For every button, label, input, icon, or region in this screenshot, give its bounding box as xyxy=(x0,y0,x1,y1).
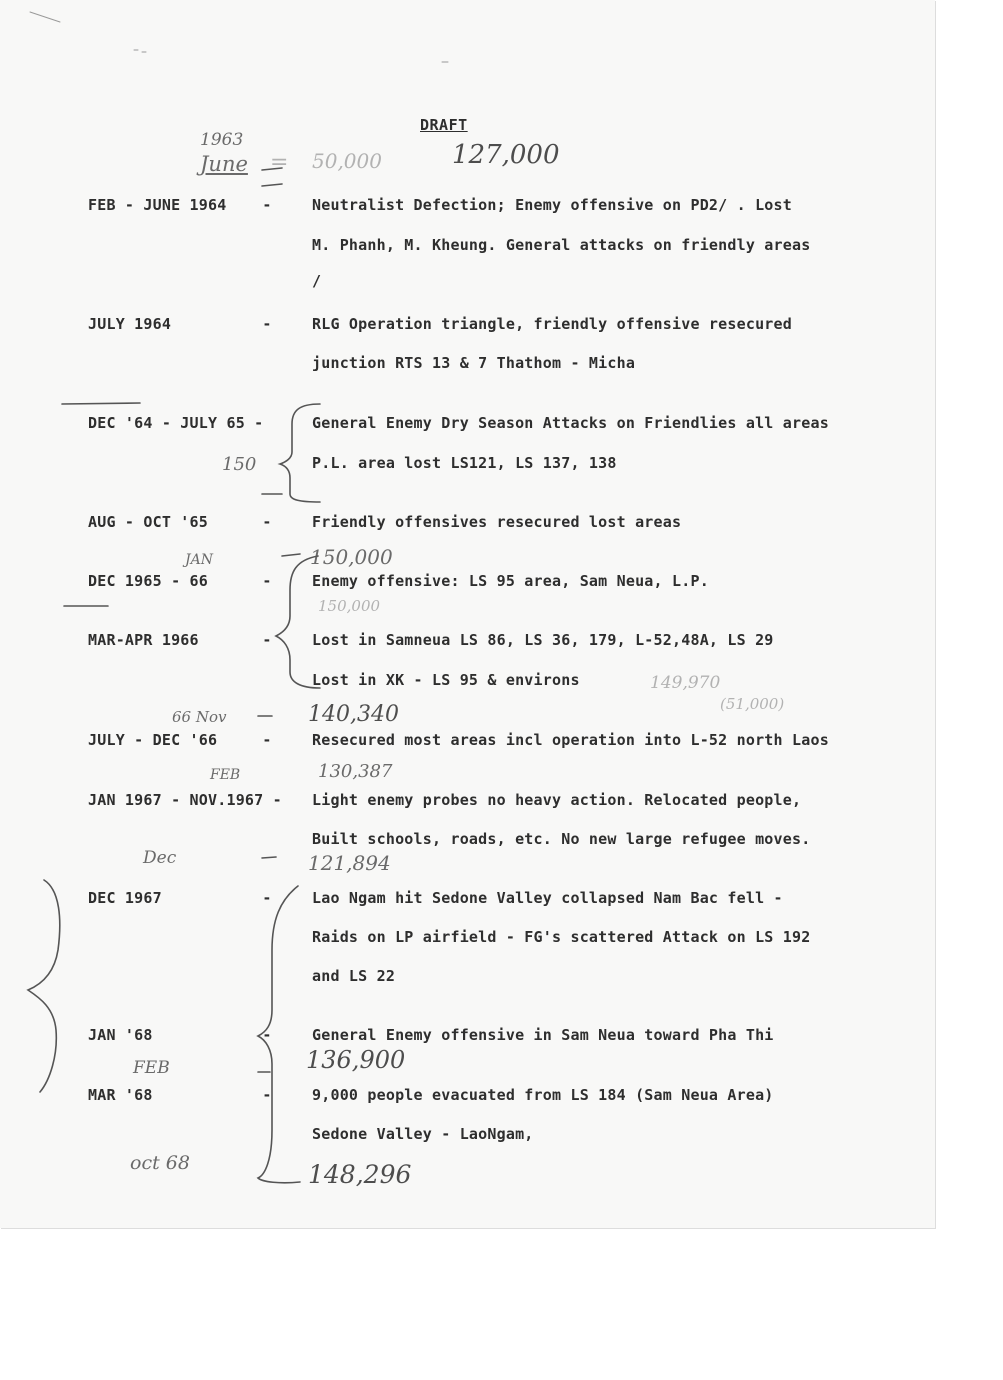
entry-dash: - xyxy=(262,889,272,907)
handwritten-month: JAN xyxy=(185,552,213,568)
entry-line: General Enemy offensive in Sam Neua toward Pha Thi xyxy=(312,1026,774,1044)
handwritten-dash: = xyxy=(270,150,289,175)
entry-line: Lao Ngam hit Sedone Valley collapsed Nam Bac fell - xyxy=(312,889,783,907)
entry-line: Friendly offensives resecured lost areas xyxy=(312,513,682,531)
entry-line: Raids on LP airfield - FG's scattered Attack on LS 192 xyxy=(312,928,811,946)
entry-date: JAN '68 xyxy=(88,1026,153,1044)
pencil-rule xyxy=(62,403,140,404)
entry-dash: - xyxy=(262,513,272,531)
handwritten-faint-number: 149,970 xyxy=(650,673,721,693)
entry-line: Sedone Valley - LaoNgam, xyxy=(312,1125,534,1143)
handwritten-month: oct 68 xyxy=(130,1152,190,1174)
handwritten-month: FEB xyxy=(133,1058,170,1078)
entry-line: M. Phanh, M. Kheung. General attacks on friendly areas xyxy=(312,236,811,254)
handwritten-number: 150 xyxy=(222,454,257,475)
entry-dash: - xyxy=(262,1086,272,1104)
handwritten-number: 140,340 xyxy=(308,702,399,727)
entry-dash: - xyxy=(262,572,272,590)
entry-line: Neutralist Defection; Enemy offensive on PD2/ . Lost xyxy=(312,196,792,214)
handwritten-month: FEB xyxy=(210,767,241,783)
entry-date: JULY 1964 xyxy=(88,315,172,333)
scan-speck xyxy=(30,12,60,22)
handwritten-faint-number: (51,000) xyxy=(720,695,785,713)
handwritten-crossed-number: 50,000 xyxy=(312,149,382,173)
handwritten-month: June xyxy=(200,152,248,176)
entry-line: RLG Operation triangle, friendly offensive resecured xyxy=(312,315,792,333)
handwritten-number: 121,894 xyxy=(308,851,391,875)
handwritten-number: 130,387 xyxy=(318,761,393,782)
entry-date: MAR-APR 1966 xyxy=(88,631,199,649)
handwritten-number: 148,296 xyxy=(308,1160,412,1189)
entry-line: Light enemy probes no heavy action. Relocated people, xyxy=(312,791,802,809)
bracket-mark xyxy=(28,880,60,1092)
entry-line: Lost in XK - LS 95 & environs xyxy=(312,671,580,689)
entry-line: junction RTS 13 & 7 Thathom - Micha xyxy=(312,354,636,372)
bracket-mark xyxy=(280,404,320,502)
pencil-dash xyxy=(262,168,282,170)
entry-line: 9,000 people evacuated from LS 184 (Sam Neua Area) xyxy=(312,1086,774,1104)
entry-date: AUG - OCT '65 xyxy=(88,513,208,531)
entry-line: Lost in Samneua LS 86, LS 36, 179, L-52,48A, LS 29 xyxy=(312,631,774,649)
handwritten-month: Dec xyxy=(143,848,177,868)
document-title: DRAFT xyxy=(420,116,468,134)
entry-dash: - xyxy=(262,196,272,214)
entry-date: MAR '68 xyxy=(88,1086,153,1104)
entry-date: DEC 1967 xyxy=(88,889,162,907)
entry-dash: - xyxy=(262,631,272,649)
handwritten-number: 136,900 xyxy=(306,1046,406,1074)
bracket-mark xyxy=(258,886,300,1183)
entry-line: Enemy offensive: LS 95 area, Sam Neua, L.P. xyxy=(312,572,709,590)
entry-dash: - xyxy=(262,315,272,333)
handwritten-total: 127,000 xyxy=(452,140,560,170)
handwritten-year: 1963 xyxy=(200,130,244,150)
entry-dash: - xyxy=(262,731,272,749)
entry-line: Built schools, roads, etc. No new large refugee moves. xyxy=(312,830,811,848)
entry-date: DEC 1965 - 66 xyxy=(88,572,208,590)
pencil-dash xyxy=(282,554,300,556)
handwritten-month: 66 Nov xyxy=(172,708,227,726)
entry-dash: - xyxy=(262,1026,272,1044)
entry-line: / xyxy=(312,272,322,290)
pencil-dash xyxy=(262,857,276,858)
entry-date: JAN 1967 - NOV.1967 - xyxy=(88,791,282,809)
entry-date: JULY - DEC '66 xyxy=(88,731,218,749)
handwritten-number: 150,000 xyxy=(310,545,393,569)
entry-line: P.L. area lost LS121, LS 137, 138 xyxy=(312,454,617,472)
pencil-dash xyxy=(262,184,282,186)
entry-date: DEC '64 - JULY 65 - xyxy=(88,414,264,432)
entry-line: General Enemy Dry Season Attacks on Friendlies all areas xyxy=(312,414,829,432)
entry-line: and LS 22 xyxy=(312,967,396,985)
bracket-mark xyxy=(276,556,320,688)
entry-date: FEB - JUNE 1964 xyxy=(88,196,227,214)
handwritten-faint-number: 150,000 xyxy=(318,597,381,615)
entry-line: Resecured most areas incl operation into L-52 north Laos xyxy=(312,731,829,749)
